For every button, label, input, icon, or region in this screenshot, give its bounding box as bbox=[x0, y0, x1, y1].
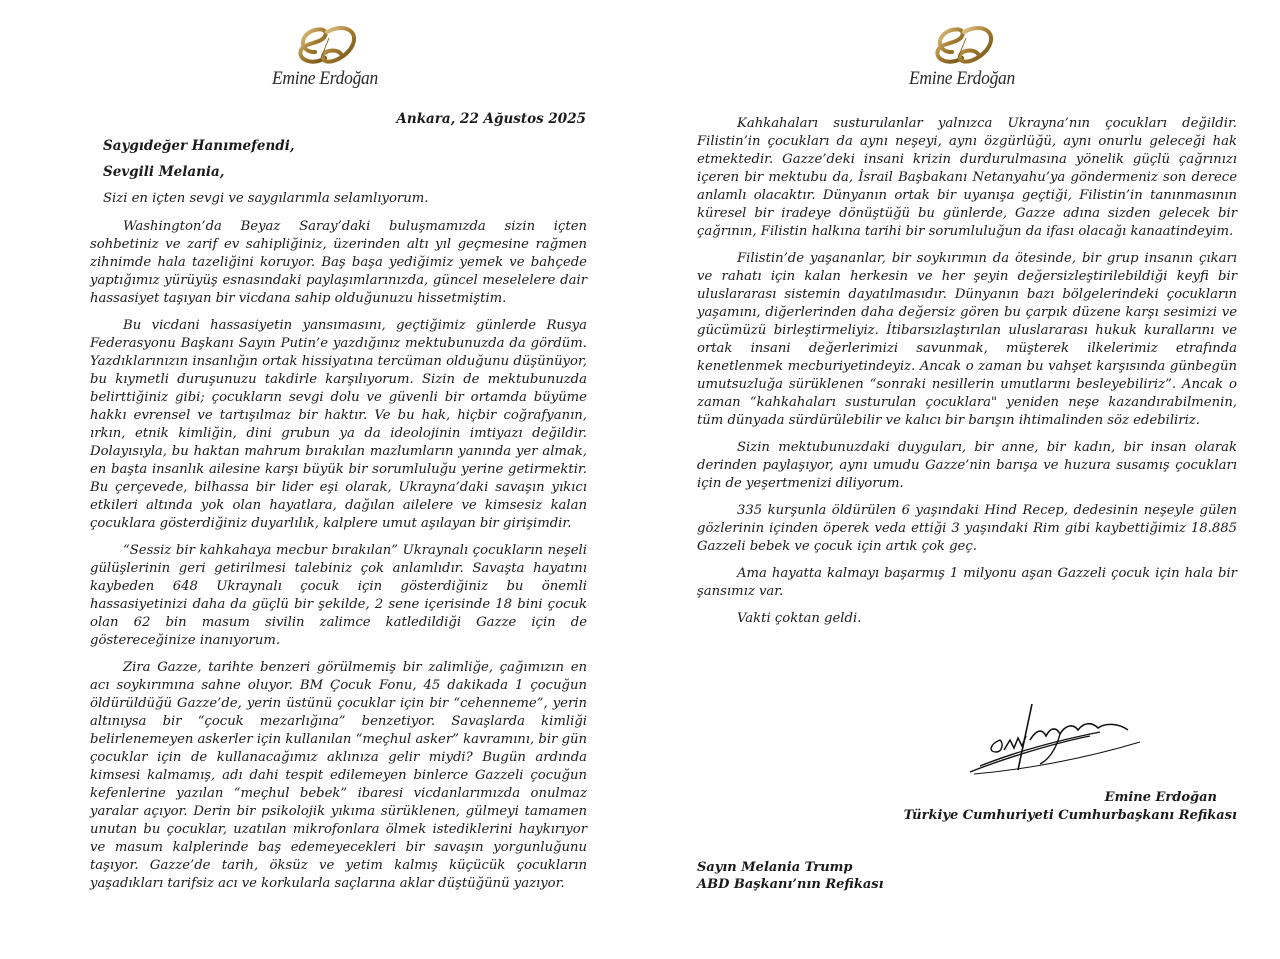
paragraph: Vakti çoktan geldi. bbox=[737, 611, 862, 626]
letter-page-2 bbox=[640, 0, 1280, 959]
letter-body-page-2 bbox=[697, 115, 1237, 637]
paragraph: Ama hayatta kalmayı başarmış 1 milyonu aşan Gazzeli çocuk için hala bir şansımız var. bbox=[697, 566, 1237, 599]
letter-date: Ankara, 22 Ağustos 2025 bbox=[396, 111, 586, 127]
signature-icon bbox=[960, 700, 1160, 780]
paragraph: Kahkahaları susturulanlar yalnızca Ukrayna’nın çocukları değildir. Filistin’in çocukları da aynı neşeyi, aynı özgürlüğü, aynı onurlu geleceği hak etmektedir. Gazze’deki insani krizin durdurulmasına yönelik güçlü çağrınızı içeren bir mektubu da, İsrail Başbakanı Netanyahu’ya göndermeniz son derece anlamlı olacaktır. Dünyanın ortak bir uyanışa geçtiği, Filistin’in tanınmasının küresel bir iradeye dönüştüğü bu günlerde, Gazze adına sizden gelecek bir çağrının, Filistin halkına tarihi bir sorumluluğun da ifası olacağı kanaatindeyim. bbox=[697, 116, 1237, 239]
recipient-title: ABD Başkanı’nın Refikası bbox=[697, 877, 884, 892]
paragraph: Zira Gazze, tarihte benzeri görülmemiş bir zalimliğe, çağımızın en acı soykırımına sahne oluyor. BM Çocuk Fonu, 45 dakikada 1 çocuğun öldürüldüğü Gazze’de, yerin üstünü çocuklar için bir “cehenneme”, yerin altınıysa bir “çocuk mezarlığına” benzetiyor. Savaşlarda kimliği belirlenemeyen askerler için kullanılan “meçhul asker” kavramını, bir gün çocuklar için de kullanacağımız aklınıza gelir miydi? Bugün ardında kimsesi kalmamış, adı dahi tespit edilemeyen binlerce Gazzeli çocuğun kefenlerine yazılan “meçhul bebek” ibaresi vicdanlarımızda onulmaz yaralar açıyor. Derin bir psikolojik yıkıma sürüklenen, gülmeyi tamamen unutan bu çocuklar, uzatılan mikrofonlara ölmek istediklerini haykırıyor ve masum kalplerinde baş edemeyecekleri bir savaşın yorgunluğunu taşıyor. Gazze’de tarih, öksüz ve yetim kalmış küçücük çocukların yaşadıkları tarifsiz acı ve korkularla saçlarına aklar düştüğünü yazıyor. bbox=[90, 660, 587, 891]
greeting-line: Sizi en içten sevgi ve saygılarımla selamlıyorum. bbox=[103, 191, 429, 206]
salutation-formal: Saygıdeğer Hanımefendi, bbox=[103, 138, 295, 154]
paragraph: Sizin mektubunuzdaki duyguları, bir anne, bir kadın, bir insan olarak derinden paylaşıyor, aynı umudu Gazze’nin barışa ve huzura susamış çocukları için de yeşertmenizi diliyorum. bbox=[697, 440, 1237, 491]
letterhead-name: Emine Erdoğan bbox=[272, 68, 378, 89]
paragraph: Bu vicdani hassasiyetin yansımasını, geçtiğimiz günlerde Rusya Federasyonu Başkanı Sayın Putin’e yazdığınız mektubunuzda da gördüm. Yazdıklarınızın insanlığın ortak hissiyatına tercüman olduğunu düşünüyor, bu kıymetli duruşunuzu takdirle karşılıyorum. Sizin de mektubunuzda belirttiğiniz gibi; çocukların sevgi dolu ve güvenli bir ortamda büyüme hakkı evrensel ve tartışılmaz bir haktır. Ve bu hak, hiçbir coğrafyanın, ırkın, etnik kimliğin, dini grubun ya da ideolojinin imtiyazı değildir. Dolayısıyla, bu haktan mahrum bırakılan mazlumların yanında yer almak, en başta insanlık ailesine karşı büyük bir sorumluluğu yerine getirmektir. Bu çerçevede, bilhassa bir lider eşi olarak, Ukrayna’daki savaşın yıkıcı etkileri altında yok olan hayatlara, dağılan ailelere ve kimsesiz kalan çocuklara gösterdiğiniz duyarlılık, kalplere umut aşılayan bir girişimdir. bbox=[90, 318, 587, 531]
monogram-icon bbox=[922, 22, 1002, 70]
monogram-icon bbox=[285, 22, 365, 70]
signatory-name: Emine Erdoğan bbox=[1104, 790, 1217, 805]
paragraph: Washington’da Beyaz Saray’daki buluşmamızda sizin içten sohbetiniz ve zarif ev sahipliğiniz, üzerinden altı yıl geçmesine rağmen zihnimde hala tazeliğini koruyor. Baş başa yediğimiz yemek ve bahçede yaptığımız yürüyüş esnasındaki paylaşımlarınızda, güncel meselelere dair hassasiyet taşıyan bir vicdana sahip olduğunuzu hissetmiştim. bbox=[90, 219, 587, 306]
paragraph: 335 kurşunla öldürülen 6 yaşındaki Hind Recep, dedesinin neşeyle gülen gözlerinin içinden öperek veda ettiği 3 yaşındaki Rim gibi kaybettiğimiz 18.885 Gazzeli bebek ve çocuk için artık çok geç. bbox=[697, 503, 1237, 554]
paragraph: “Sessiz bir kahkahaya mecbur bırakılan” Ukraynalı çocukların neşeli gülüşlerinin geri getirilmesi talebiniz çok anlamlıdır. Savaşta hayatını kaybeden 648 Ukraynalı çocuk için gösterdiğiniz bu önemli hassasiyetinizi daha da güçlü bir şekilde, 2 sene içerisinde 18 bini çocuk olan 62 bin masum sivilin zalimce katledildiği Gazze için de göstereceğinize inanıyorum. bbox=[90, 543, 587, 648]
letter-body-page-1 bbox=[90, 218, 587, 902]
letterhead-logo bbox=[255, 22, 395, 90]
salutation-personal: Sevgili Melania, bbox=[103, 164, 225, 180]
paragraph: Filistin’de yaşananlar, bir soykırımın da ötesinde, bir grup insanın çıkarı ve rahatı için kalan herkesin ve her şeyin değersizleştirilebildiği keyfi bir uluslararası sistemin dayatılmasıdır. Dünyanın bazı bölgelerindeki çocukların yaşamını, diğerlerinden daha değersiz gören bu çarpık düzene karşı sesimizi ve gücümüzü birleştirmeliyiz. İtibarsızlaştırılan uluslararası hukuk kurallarını ve ortak insani değerlerimizi savunmak, müşterek ilkelerimiz etrafında kenetlenmek mecburiyetindeyiz. Ancak o zaman bu vahşet karşısında günbegün umutsuzluğa sürüklenen “sonraki nesillerin umutlarını besleyebiliriz”. Ancak o zaman “kahkahaları susturulan çocuklara" yeniden neşe kazandırabilmenin, tüm dünyada sürdürülebilir ve kalıcı bir barışın ihtimalinden söz edebiliriz. bbox=[697, 251, 1237, 428]
letterhead-logo bbox=[892, 22, 1032, 90]
signatory-title: Türkiye Cumhuriyeti Cumhurbaşkanı Refikası bbox=[903, 808, 1237, 823]
letterhead-name: Emine Erdoğan bbox=[909, 68, 1015, 89]
recipient-name: Sayın Melania Trump bbox=[697, 860, 853, 875]
